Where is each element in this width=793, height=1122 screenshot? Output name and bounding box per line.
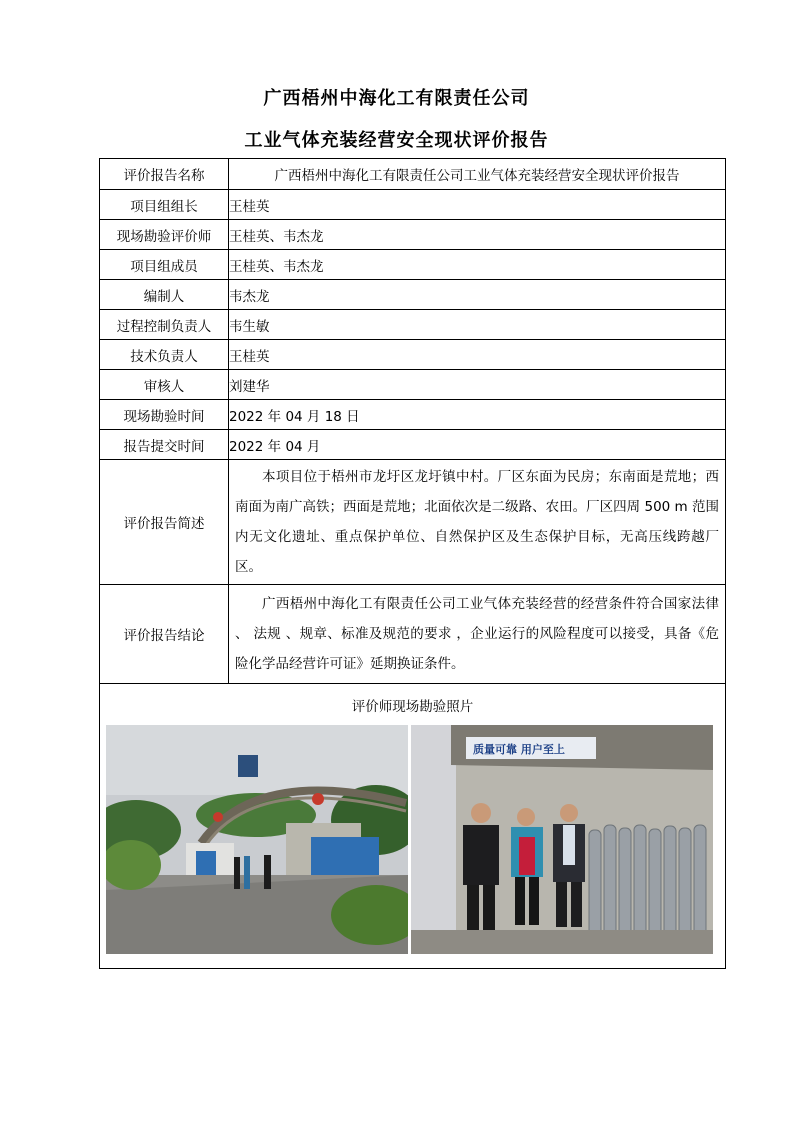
photo-cylinder-warehouse [411,725,713,954]
photos-title: 评价师现场勘验照片 [351,699,474,715]
row-value: 韦生敏 [229,310,726,340]
report-title: 工业气体充装经营安全现状评价报告 [244,130,549,151]
row-value: 广西梧州中海化工有限责任公司工业气体充装经营安全现状评价报告 [229,159,726,190]
table-row [100,310,726,340]
summary-label: 评价报告简述 [100,460,229,585]
table-row [100,190,726,220]
row-label: 编制人 [100,280,229,310]
row-value: 王桂英 [229,190,726,220]
conclusion-row [100,585,726,684]
row-label: 审核人 [100,370,229,400]
row-value: 2022 年 04 月 18 日 [229,400,726,430]
table-row [100,159,726,190]
table-row [100,400,726,430]
table-row [100,220,726,250]
summary-row [100,460,726,585]
conclusion-text: 广西梧州中海化工有限责任公司工业气体充装经营的经营条件符合国家法律 、 法规 、规章、标准及规范的要求 ，企业运行的风险程度可以接受，具备《危险化学品经营许可证》延期换证条件。 [235,596,719,672]
row-value: 韦杰龙 [229,280,726,310]
table-row [100,370,726,400]
row-label: 现场勘验时间 [100,400,229,430]
row-value: 王桂英 [229,340,726,370]
row-label: 项目组组长 [100,190,229,220]
photo-gallery [100,725,725,954]
row-label: 项目组成员 [100,250,229,280]
report-info-table [99,158,726,969]
row-value: 王桂英、韦杰龙 [229,250,726,280]
row-value: 刘建华 [229,370,726,400]
conclusion-label: 评价报告结论 [100,585,229,684]
row-label: 报告提交时间 [100,430,229,460]
row-label: 评价报告名称 [100,159,229,190]
row-label: 现场勘验评价师 [100,220,229,250]
row-label: 过程控制负责人 [100,310,229,340]
row-value: 2022 年 04 月 [229,430,726,460]
photo-factory-gate [106,725,408,954]
row-value: 王桂英、韦杰龙 [229,220,726,250]
company-title: 广西梧州中海化工有限责任公司 [263,88,530,109]
table-row [100,250,726,280]
table-row [100,430,726,460]
row-label: 技术负责人 [100,340,229,370]
table-row [100,280,726,310]
summary-text: 本项目位于梧州市龙圩区龙圩镇中村。厂区东面为民房；东南面是荒地；西南面为南广高铁；西面是荒地；北面依次是二级路、农田。厂区四周 500 m 范围内无文化遗址、重点保护单位、自然保护区及生态保护目标，无高压线跨越厂区。 [235,469,719,575]
photos-row [100,684,726,969]
svg-text:质量可靠 用户至上: 质量可靠 用户至上 [473,743,565,756]
table-row [100,340,726,370]
